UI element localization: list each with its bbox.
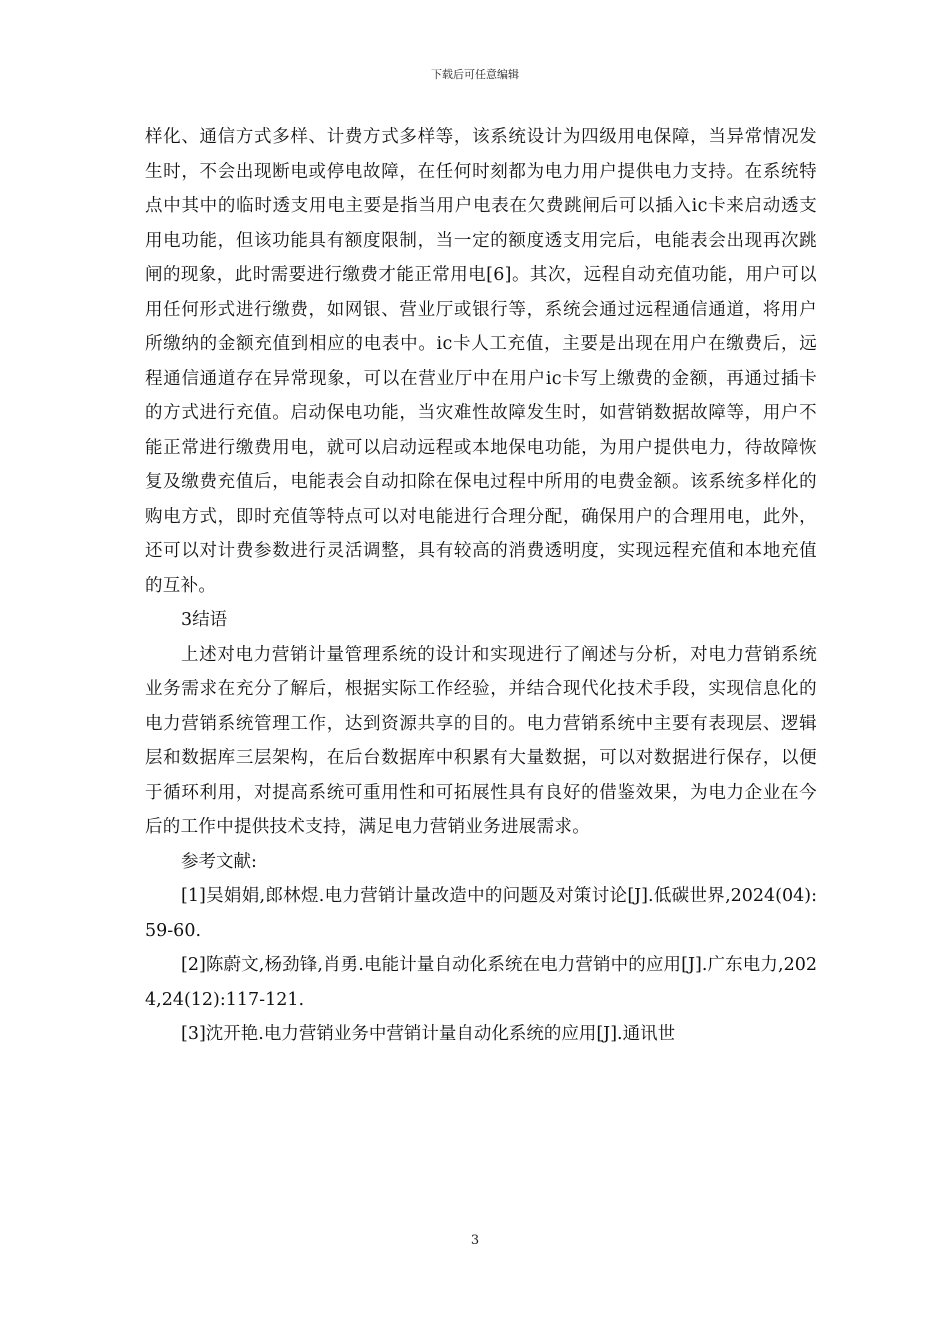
page-number: 3 [470,1233,480,1248]
reference-item-1: [1]吴娟娟,郎林煜.电力营销计量改造中的问题及对策讨论[J].低碳世界,2024(04):59-60. [145,886,817,941]
body-paragraph-conclusion: 上述对电力营销计量管理系统的设计和实现进行了阐述与分析，对电力营销系统业务需求在充分了解后，根据实际工作经验，并结合现代化技术手段，实现信息化的电力营销系统管理工作，达到资源共享的目的。电力营销系统中主要有表现层、逻辑层和数据库三层架构，在后台数据库中积累有大量数据，可以对数据进行保存，以便于循环利用，对提高系统可重用性和可拓展性具有良好的借鉴效果，为电力企业在今后的工作中提供技术支持，满足电力营销业务进展需求。 [145,644,817,837]
references-heading: 参考文献: [181,851,257,872]
body-paragraph-continued: 样化、通信方式多样、计费方式多样等，该系统设计为四级用电保障，当异常情况发生时，不会出现断电或停电故障，在任何时刻都为电力用户提供电力支持。在系统特点中其中的临时透支用电主要是指当用户电表在欠费跳闸后可以插入ic卡来启动透支用电功能，但该功能具有额度限制，当一定的额度透支用完后，电能表会出现再次跳闸的现象，此时需要进行缴费才能正常用电[6]。其次，远程自动充值功能，用户可以用任何形式进行缴费，如网银、营业厅或银行等，系统会通过远程通信通道，将用户所缴纳的金额充值到相应的电表中。ic卡人工充值，主要是出现在用户在缴费后，远程通信通道存在异常现象，可以在营业厅中在用户ic卡写上缴费的金额，再通过插卡的方式进行充值。启动保电功能，当灾难性故障发生时，如营销数据故障等，用户不能正常进行缴费用电，就可以启动远程或本地保电功能，为用户提供电力，待故障恢复及缴费充值后，电能表会自动扣除在保电过程中所用的电费金额。该系统多样化的购电方式，即时充值等特点可以对电能进行合理分配，确保用户的合理用电，此外，还可以对计费参数进行灵活调整，具有较高的消费透明度，实现远程充值和本地充值的互补。 [145,127,817,596]
page-header: 下载后可任意编辑 [431,68,519,81]
reference-item-3: [3]沈开艳.电力营销业务中营销计量自动化系统的应用[J].通讯世 [181,1024,676,1044]
section-heading-conclusion: 3结语 [181,610,228,630]
reference-item-2: [2]陈蔚文,杨劲锋,肖勇.电能计量自动化系统在电力营销中的应用[J].广东电力,2024,24(12):117-121. [145,955,817,1010]
document-body [145,120,817,1052]
